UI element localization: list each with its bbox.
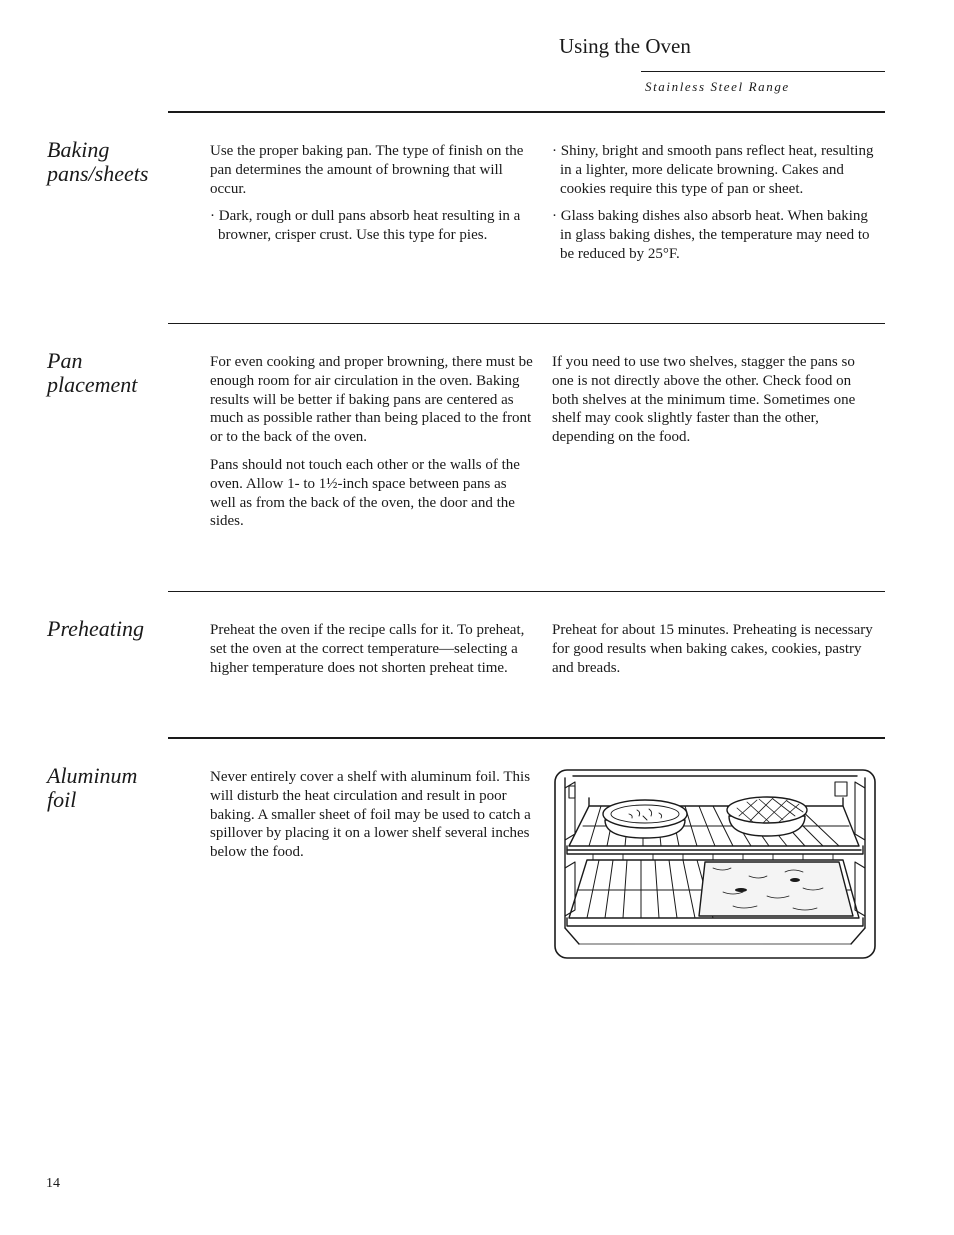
bullet-item: · Dark, rough or dull pans absorb heat resulting in a browner, crisper crust. Use this type for pies. xyxy=(210,208,521,244)
preheating-left-column xyxy=(210,621,536,686)
paragraph: For even cooking and proper browning, there must be enough room for air circulation in the oven. Baking results will be better if baking pans are centered as much as possible rather than being placed to the front or to the back of the oven. xyxy=(210,354,533,446)
pan-placement-left-column xyxy=(210,353,536,540)
paragraph: Pans should not touch each other or the walls of the oven. Allow 1- to 1½-inch space between pans as well as from the back of the oven, the door and the sides. xyxy=(210,456,520,530)
section-heading-pan-placement: Pan placement xyxy=(47,348,138,397)
header-divider xyxy=(641,71,885,72)
section-heading-preheating: Preheating xyxy=(47,616,144,641)
page-title: Using the Oven xyxy=(559,34,691,58)
section-divider xyxy=(168,591,885,592)
pan-placement-right-column xyxy=(552,353,876,456)
paragraph: Never entirely cover a shelf with aluminum foil. This will disturb the heat circulation and result in poor baking. A smaller sheet of foil may be used to catch a spillover by placing it on a lower shelf several inches below the food. xyxy=(210,769,531,861)
bullet-item: · Glass baking dishes also absorb heat. When baking in glass baking dishes, the temperature may need to be reduced by 25°F. xyxy=(552,208,870,262)
section-heading-baking-pans: Baking pans/sheets xyxy=(47,137,149,186)
oven-shelves-illustration xyxy=(553,768,877,960)
baking-pans-right-column xyxy=(552,142,876,273)
section-heading-aluminum-foil: Aluminum foil xyxy=(47,763,138,812)
paragraph: Preheat for about 15 minutes. Preheating is necessary for good results when baking cakes, cookies, pastry and breads. xyxy=(552,622,873,676)
baking-pans-left-column xyxy=(210,142,536,254)
paragraph: Use the proper baking pan. The type of finish on the pan determines the amount of browning that will occur. xyxy=(210,143,524,197)
preheating-right-column xyxy=(552,621,876,686)
bullet-item: · Shiny, bright and smooth pans reflect heat, resulting in a lighter, more delicate browning. Cakes and cookies require this type of pan or sheet. xyxy=(552,143,874,197)
page-subtitle: Stainless Steel Range xyxy=(645,79,790,94)
paragraph: Preheat the oven if the recipe calls for it. To preheat, set the oven at the correct temperature—selecting a higher temperature does not shorten preheat time. xyxy=(210,622,525,676)
aluminum-foil-left-column xyxy=(210,768,536,871)
section-divider xyxy=(168,111,885,113)
page-number: 14 xyxy=(46,1176,60,1191)
paragraph: If you need to use two shelves, stagger the pans so one is not directly above the other. Check food on both shelves at the minimum time. Sometimes one shelf may cook slightly faster than the other, depending on the food. xyxy=(552,354,856,446)
section-divider xyxy=(168,737,885,739)
section-divider xyxy=(168,323,885,324)
